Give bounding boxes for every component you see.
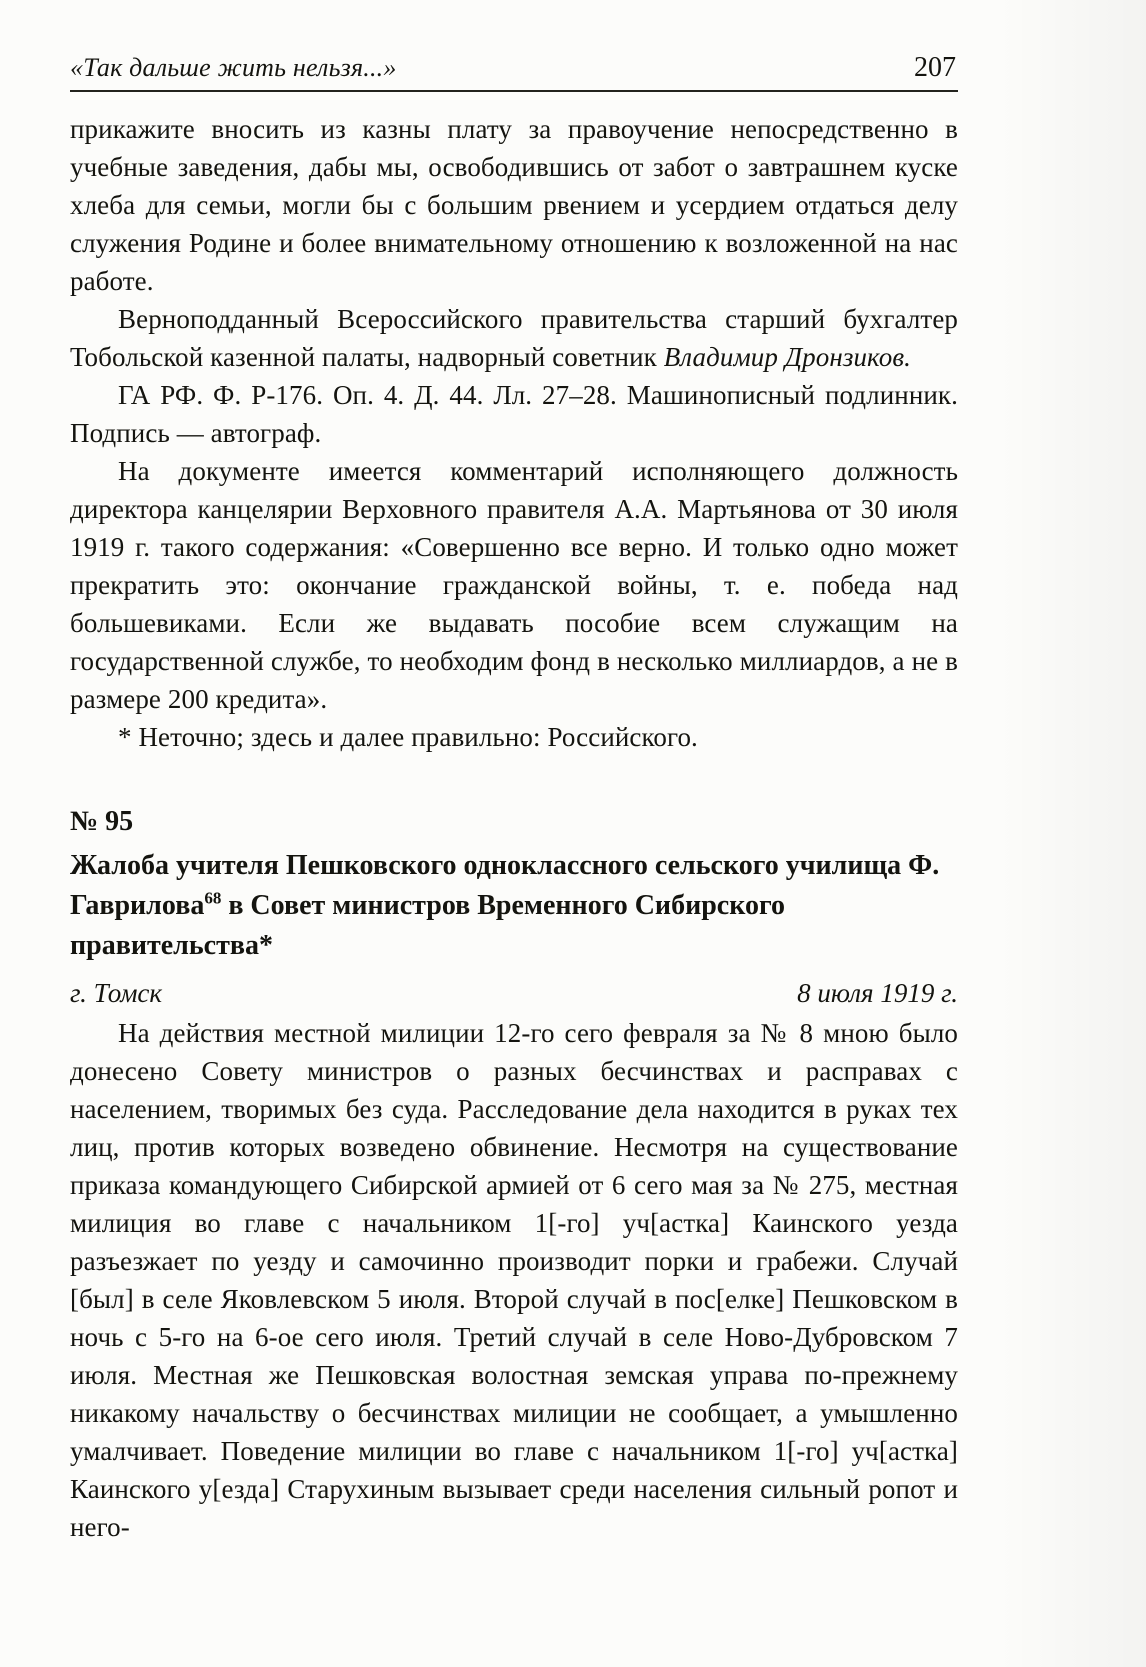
document-95 [70,802,958,1546]
document-title-text: Жалоба учителя Пешковского одноклассного сельского училища Ф. Гаврилова [70,850,940,921]
dateline-place: г. Томск [70,978,163,1008]
footnote: * Неточно; здесь и далее правильно: Российского. [118,722,698,752]
footnote-marker: 68 [204,888,222,908]
page-header [70,52,958,90]
document-title [70,846,958,966]
paragraph-commentary: На документе имеется комментарий исполняющего должность директора канцелярии Верховного правителя А.А. Мартьянова от 30 июля 1919 г. такого содержания: «Совершенно все верно. И только одно может прекратить это: окончание гражданской войны, т. е. победа над большевиками. Если же выдавать пособие всем служащим на государственной службе, то необходим фонд в несколько миллиардов, а не в размере 200 кредита». [70,456,958,714]
signature-name: Владимир Дронзиков. [663,342,912,372]
running-title: «Так дальше жить нельзя...» [70,53,397,82]
document-title-text-2: в Совет министров Временного Сибирского правительства* [70,890,785,961]
document-number: № 95 [70,806,134,837]
paragraph-document-body: На действия местной милиции 12-го сего февраля за № 8 мною было донесено Совету министров о разных бесчинствах и расправах с населением, творимых без суда. Расследование дела находится в руках тех лиц, против которых возведено обвинение. Несмотря на существование приказа командующего Сибирской армией от 6 сего мая за № 275, местная милиция во главе с начальником 1[-го] уч[астка] Каинского уезда разъезжает по уезду и самочинно производит порки и грабежи. Случай [был] в селе Яковлевском 5 июля. Второй случай в пос[елке] Пешковском в ночь с 5-го на 6-ое сего июля. Третий случай в селе Ново-Дубровском 7 июля. Местная же Пешковская волостная земская управа по-прежнему никакому начальству о бесчинствах милиции не сообщает, а умышленно умалчивает. Поведение милиции во главе с начальником 1[-го] уч[астка] Каинского у[езда] Старухиным вызывает среди населения сильный ропот и него- [70,1018,958,1542]
page-body [70,110,958,1546]
dateline-date: 8 июля 1919 г. [797,978,958,1008]
signature-text: Верноподданный Всероссийского правительства старший бухгалтер Тобольской казенной палаты, надворный советник [70,304,958,372]
paragraph-continuation: прикажите вносить из казны плату за правоучение непосредственно в учебные заведения, дабы мы, освободившись от забот о завтрашнем куске хлеба для семьи, могли бы с большим рвением и усердием отдаться делу служения Родине и более внимательному отношению к возложенной на нас работе. [70,114,958,296]
paragraph-signature [70,300,958,376]
dateline [70,974,958,1012]
archival-reference: ГА РФ. Ф. Р-176. Оп. 4. Д. 44. Лл. 27–28. Машинописный подлинник. Подпись — автограф. [70,380,958,448]
header-rule [70,90,958,92]
page-number: 207 [914,52,956,83]
